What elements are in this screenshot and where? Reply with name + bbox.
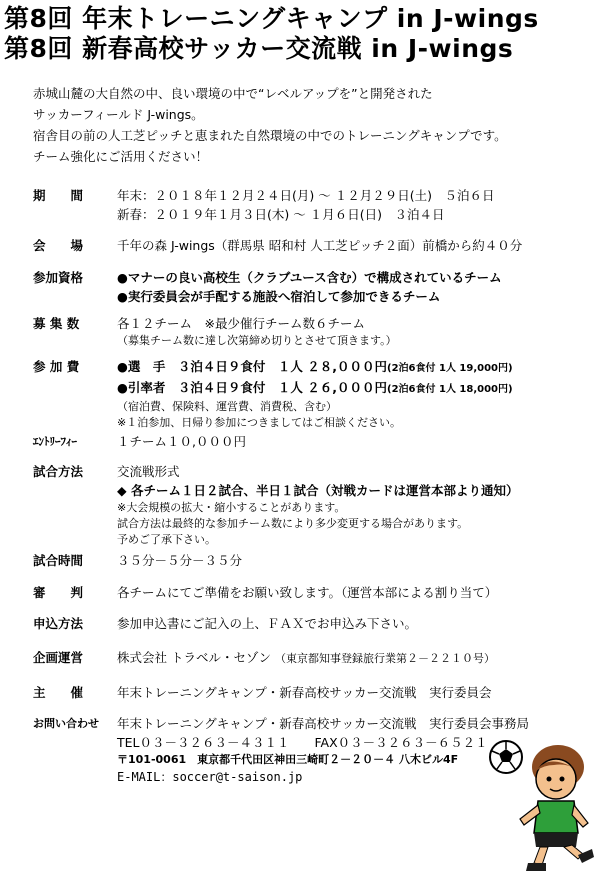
intro-line: 赤城山麓の大自然の中、良い環境の中で“レベルアップを”と開発された xyxy=(33,86,433,101)
method-label: 試合方法 xyxy=(33,464,84,479)
method-row xyxy=(33,462,592,548)
entry-value: １チーム１０,０００円 xyxy=(117,434,246,449)
title-line-1: 第8回 年末トレーニングキャンプ in J-wings xyxy=(4,4,539,33)
method-note: 試合方法は最終的な参加チーム数により多少変更する場合があります。 xyxy=(117,517,469,530)
match-time-value: ３５分－５分－３５分 xyxy=(117,553,243,568)
match-time-label: 試合時間 xyxy=(33,553,84,568)
intro-line: 宿舎目の前の人工芝ピッチと恵まれた自然環境の中でのトレーニングキャンプです。 xyxy=(33,128,507,143)
fee-note: ※１泊参加、日帰り参加につきましてはご相談ください。 xyxy=(117,416,401,429)
host-label: 主 催 xyxy=(33,685,84,700)
contact-office: 年末トレーニングキャンプ・新春高校サッカー交流戦 実行委員会事務局 xyxy=(117,716,530,731)
venue-label: 会 場 xyxy=(33,238,84,253)
organizer-value xyxy=(117,648,592,667)
host-row xyxy=(33,683,592,702)
fee-includes: （宿泊費、保険料、運営費、消費税、含む） xyxy=(117,400,337,413)
organizer-registration: （東京都知事登録旅行業第２－２２１０号） xyxy=(274,652,495,665)
venue-value: 千年の森 J-wings（群馬県 昭和村 人工芝ピッチ２面）前橋から約４０分 xyxy=(117,238,523,253)
organizer-row xyxy=(33,648,592,667)
apply-row xyxy=(33,614,592,633)
venue-row xyxy=(33,236,592,255)
soccer-boy-mascot-icon xyxy=(488,735,598,875)
period-value xyxy=(117,186,592,224)
period-label: 期 間 xyxy=(33,188,84,203)
host-value: 年末トレーニングキャンプ・新春高校サッカー交流戦 実行委員会 xyxy=(117,685,492,700)
referee-value: 各チームにてご準備をお願い致します。（運営本部による割り当て） xyxy=(117,585,498,600)
entry-label: ｴﾝﾄﾘｰﾌｨｰ xyxy=(33,435,77,448)
period-row xyxy=(33,186,592,224)
contact-phone-fax: TEL０３－３２６３－４３１１ FAX０３－３２６３－６５２１ xyxy=(117,735,488,750)
contact-email: E-MAIL：soccer@t-saison.jp xyxy=(117,770,303,784)
eligibility-label: 参加資格 xyxy=(33,270,84,285)
fee-leader xyxy=(117,378,592,399)
recruit-label: 募 集 数 xyxy=(33,316,80,331)
method-value xyxy=(117,462,592,548)
recruit-note: （募集チーム数に達し次第締め切りとさせて頂きます。） xyxy=(117,334,397,347)
eligibility-item: ●実行委員会が手配する施設へ宿泊して参加できるチーム xyxy=(117,289,441,304)
intro-line: サッカーフィールド J-wings。 xyxy=(33,107,204,122)
method-note: 予めご了承下さい。 xyxy=(117,533,216,546)
eligibility-value xyxy=(117,268,592,306)
eligibility-row xyxy=(33,268,592,306)
intro-line: チーム強化にご活用ください！ xyxy=(33,149,209,164)
contact-address: 〒101-0061 東京都千代田区神田三崎町２－２０－４ 八木ビル4F xyxy=(117,753,459,766)
period-new-year: 新春：２０１９年１月３日(木) ～ １月６日(日) ３泊４日 xyxy=(117,207,445,222)
entry-row xyxy=(33,432,592,451)
organizer-label: 企画運営 xyxy=(33,650,84,665)
method-format: 交流戦形式 xyxy=(117,464,180,479)
soccer-ball-icon xyxy=(490,741,522,773)
recruit-count: 各１２チーム ※最少催行チーム数６チーム xyxy=(117,316,365,331)
fee-leader-sub: (2泊6食付 1人 18,000円) xyxy=(387,384,513,395)
match-time-row xyxy=(33,551,592,570)
fee-row xyxy=(33,357,592,431)
organizer-company: 株式会社 トラベル・セゾン xyxy=(117,650,271,665)
referee-label: 審 判 xyxy=(33,585,84,600)
fee-player-main: ●選 手 ３泊４日９食付 １人 ２８,０００円 xyxy=(117,359,388,374)
contact-label: お問い合わせ xyxy=(33,717,99,730)
title-line-2: 第8回 新春高校サッカー交流戦 in J-wings xyxy=(4,34,514,63)
apply-label: 申込方法 xyxy=(33,616,84,631)
fee-player xyxy=(117,357,592,378)
recruit-row xyxy=(33,314,592,349)
fee-player-sub: (2泊6食付 1人 19,000円) xyxy=(387,363,513,374)
eligibility-item: ●マナーの良い高校生（クラブユース含む）で構成されているチーム xyxy=(117,270,502,285)
intro-paragraph xyxy=(33,83,507,167)
fee-label: 参 加 費 xyxy=(33,359,80,374)
referee-row xyxy=(33,583,592,602)
fee-leader-main: ●引率者 ３泊４日９食付 １人 ２６,０００円 xyxy=(117,380,388,395)
recruit-value xyxy=(117,314,592,349)
method-schedule: ◆ 各チーム１日２試合、半日１試合（対戦カードは運営本部より通知） xyxy=(117,483,519,498)
apply-value: 参加申込書にご記入の上、ＦＡＸでお申込み下さい。 xyxy=(117,616,418,631)
fee-value xyxy=(117,357,592,431)
period-year-end: 年末：２０１８年１２月２４日(月) ～ １２月２９日(土) ５泊６日 xyxy=(117,188,495,203)
method-note: ※大会規模の拡大・縮小することがあります。 xyxy=(117,501,346,514)
